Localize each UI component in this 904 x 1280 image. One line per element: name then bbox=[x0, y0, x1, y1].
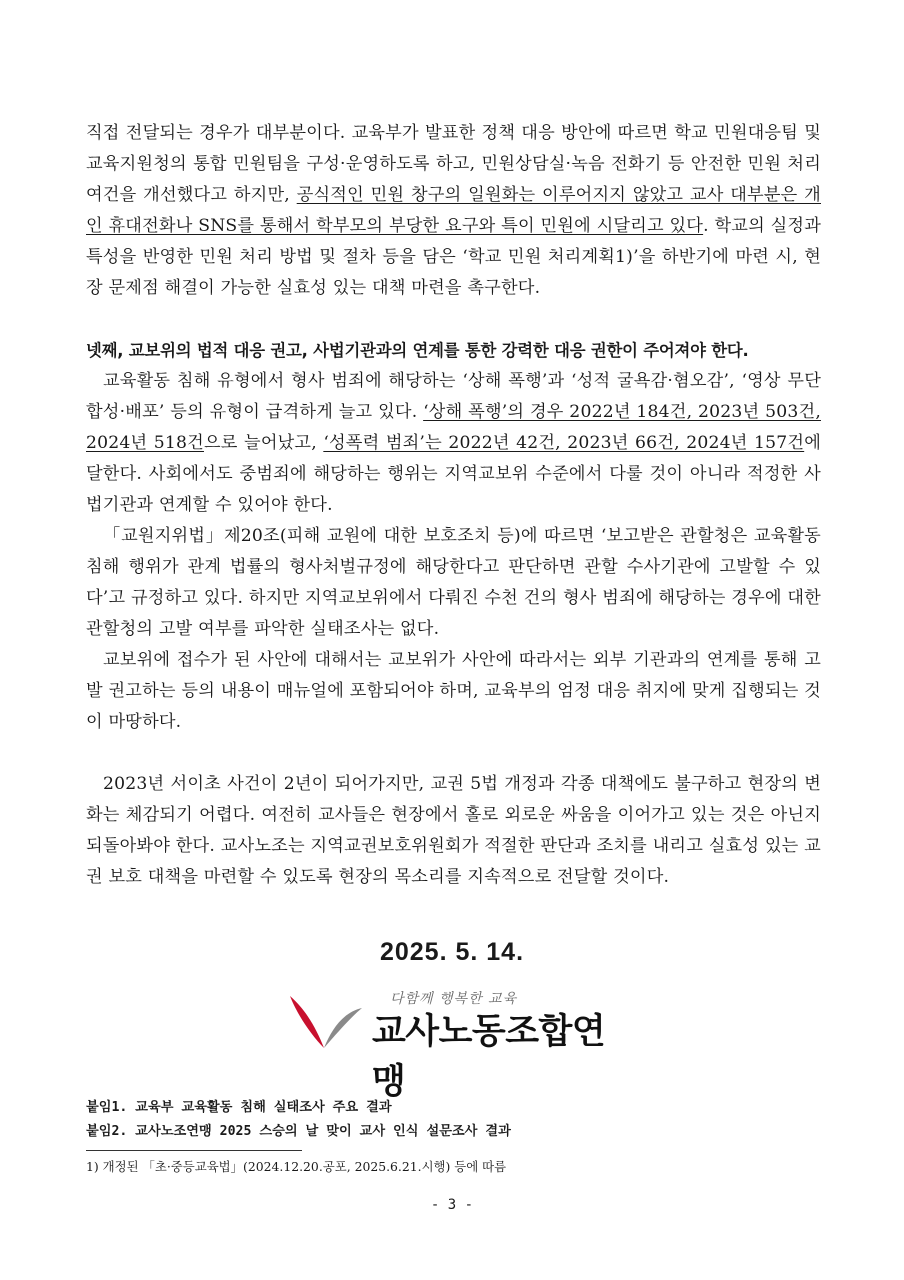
paragraph-teacher-status-act: 「교원지위법」제20조(피해 교원에 대한 보호조치 등)에 따르면 ‘보고받은 관할청은 교육활동 침해 행위가 관계 법률의 형사처벌규정에 해당한다고 판단하면 관할 수사기관에 고발할 수 있다’고 규정하고 있다. 하지만 지역교보위에서 다뤄진 수천 건의 형사 범죄에 해당하는 경우에 대한 관할청의 고발 여부를 파악한 실태조사는 없다. bbox=[86, 526, 821, 639]
paragraph-text: 교육활동 침해 유형에서 형사 범죄에 해당하는 ‘상해 폭행’과 ‘성적 굴욕감·혐오감’, ‘영상 무단 합성·배포’ 등의 유형이 급격하게 늘고 있다. bbox=[86, 371, 821, 422]
paragraph-text: 으로 늘어났고, bbox=[203, 433, 324, 453]
paragraph-complaint-window bbox=[86, 118, 821, 304]
leaf-mark-icon bbox=[286, 994, 366, 1050]
union-logo bbox=[286, 990, 626, 1102]
underlined-text: 공식적인 민원 창구의 일원화는 이루어지지 않았고 교사 대부분은 개인 휴대전화나 SNS를 통해서 학부모의 부당한 요구와 특이 민원에 시달리고 있다 bbox=[86, 185, 821, 236]
page-number: - 3 - bbox=[430, 1197, 474, 1213]
paragraph-text: . 학교의 실정과 특성을 반영한 민원 처리 방법 및 절차 등을 담은 ‘학교 민원 처리계획1)’을 하반기에 마련 시, 현장 문제점 해결이 가능한 실효성 있는 대책 마련을 촉구한다. bbox=[86, 216, 821, 298]
organization-name: 교사노동조합연맹 bbox=[372, 1012, 606, 1102]
paragraph-manual: 교보위에 접수가 된 사안에 대해서는 교보위가 사안에 따라서는 외부 기관과의 연계를 통해 고발 권고하는 등의 내용이 매뉴얼에 포함되어야 하며, 교육부의 엄정 대응 취지에 맞게 집행되는 것이 마땅하다. bbox=[86, 650, 821, 732]
section-heading: 넷째, 교보위의 법적 대응 권고, 사법기관과의 연계를 통한 강력한 대응 권한이 주어져야 한다. bbox=[86, 341, 749, 360]
attachment-2: 붙임2. 교사노조연맹 2025 스승의 날 맞이 교사 인식 설문조사 결과 bbox=[86, 1124, 511, 1139]
underlined-text: ‘성폭력 범죄’는 2022년 42건, 2023년 66건, 2024년 157건 bbox=[323, 433, 805, 453]
underlined-text: ‘상해 폭행’의 경우 2022년 184건, 2023년 503건, 2024년 518건 bbox=[86, 402, 821, 453]
paragraph-crime-statistics bbox=[86, 366, 821, 521]
document-date: 2025. 5. 14. bbox=[379, 938, 525, 966]
attachment-1: 붙임1. 교육부 교육활동 침해 실태조사 주요 결과 bbox=[86, 1100, 392, 1115]
logo-slogan: 다함께 행복한 교육 bbox=[390, 991, 518, 1007]
paragraph-text: 에 달한다. 사회에서도 중범죄에 해당하는 행위는 지역교보위 수준에서 다룰 것이 아니라 적정한 사법기관과 연계할 수 있어야 한다. bbox=[86, 433, 821, 515]
paragraph-conclusion: 2023년 서이초 사건이 2년이 되어가지만, 교권 5법 개정과 각종 대책에도 불구하고 현장의 변화는 체감되기 어렵다. 여전히 교사들은 현장에서 홀로 외로운 싸움을 이어가고 있는 것은 아닌지 되돌아봐야 한다. 교사노조는 지역교권보호위원회가 적절한 판단과 조치를 내리고 실효성 있는 교권 보호 대책을 마련할 수 있도록 현장의 목소리를 지속적으로 전달할 것이다. bbox=[86, 774, 821, 887]
footnote-divider bbox=[86, 1150, 302, 1151]
paragraph-text: 직접 전달되는 경우가 대부분이다. 교육부가 발표한 정책 대응 방안에 따르면 학교 민원대응팀 및 교육지원청의 통합 민원팀을 구성·운영하도록 하고, 민원상담실·녹음 전화기 등 안전한 민원 처리 여건을 개선했다고 하지만, bbox=[86, 123, 821, 205]
document-body bbox=[86, 118, 821, 893]
footnote: 1) 개정된 「초·중등교육법」(2024.12.20.공포, 2025.6.21.시행) 등에 따름 bbox=[86, 1159, 507, 1174]
